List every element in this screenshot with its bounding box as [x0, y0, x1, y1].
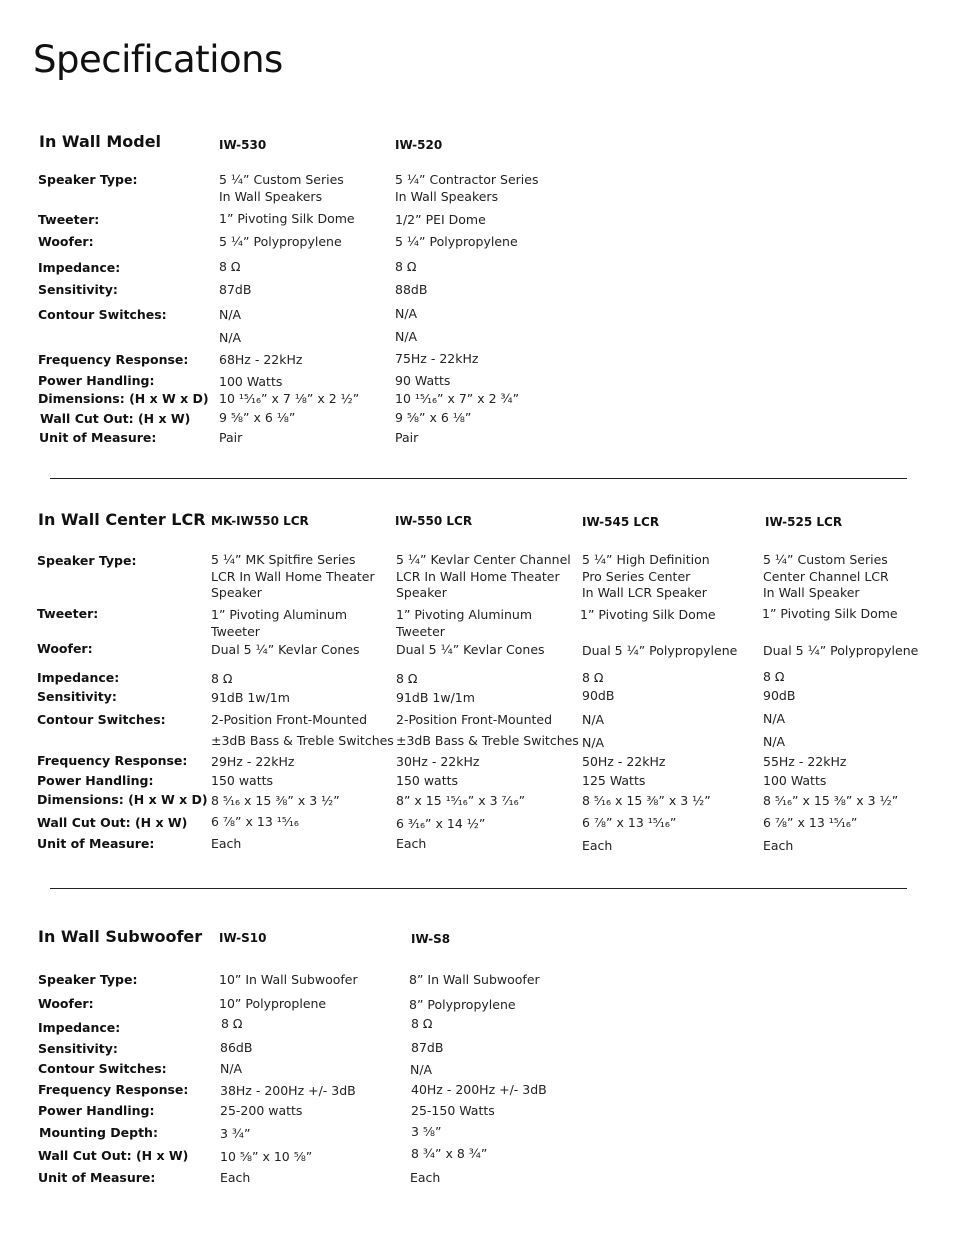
iw-525-woofer: Dual 5 ¼” Polypropylene [763, 643, 919, 658]
label-power-handling: Power Handling: [37, 773, 154, 788]
lcr-section-title: In Wall Center LCR [38, 510, 206, 529]
label-frequency-response: Frequency Response: [38, 352, 189, 367]
label-speaker-type: Speaker Type: [38, 172, 138, 187]
label-mounting-depth: Mounting Depth: [39, 1125, 158, 1140]
iw-530-contour-1: N/A [219, 307, 242, 322]
label-woofer: Woofer: [38, 234, 94, 249]
iw-525-impedance: 8 Ω [763, 669, 785, 684]
label-speaker-type: Speaker Type: [37, 553, 137, 568]
iw-s10-depth: 3 ¾” [220, 1126, 251, 1141]
iw-s8-speaker-type: 8” In Wall Subwoofer [409, 972, 540, 987]
mk-iw550-cutout: 6 ⅞” x 13 ¹⁵⁄₁₆ [211, 814, 299, 829]
label-power-handling: Power Handling: [38, 373, 155, 388]
label-wall-cut-out: Wall Cut Out: (H x W) [38, 1148, 189, 1163]
iw-530-power: 100 Watts [219, 374, 283, 389]
model-iw-s8: IW-S8 [411, 932, 451, 946]
iw-s8-power: 25-150 Watts [411, 1103, 495, 1118]
iw-525-sensitivity: 90dB [763, 688, 796, 703]
label-unit-of-measure: Unit of Measure: [37, 836, 155, 851]
mk-iw550-impedance: 8 Ω [211, 671, 233, 686]
mk-iw550-unit: Each [211, 836, 242, 851]
iw-525-unit: Each [763, 838, 794, 853]
iw-520-sensitivity: 88dB [395, 282, 428, 297]
iw-530-unit: Pair [219, 430, 243, 445]
iw-545-impedance: 8 Ω [582, 670, 604, 685]
label-impedance: Impedance: [38, 260, 121, 275]
label-sensitivity: Sensitivity: [38, 282, 118, 297]
iw-s10-sensitivity: 86dB [220, 1040, 253, 1055]
mk-iw550-frequency: 29Hz - 22kHz [211, 754, 295, 769]
iw-545-power: 125 Watts [582, 773, 646, 788]
label-unit-of-measure: Unit of Measure: [39, 430, 157, 445]
iw-530-sensitivity: 87dB [219, 282, 252, 297]
label-dimensions: Dimensions: (H x W x D) [37, 792, 208, 807]
iw-s10-contour: N/A [220, 1061, 243, 1076]
iw-545-dimensions: 8 ⁵⁄₁₆ x 15 ⅜” x 3 ½” [582, 793, 711, 808]
iw-s8-impedance: 8 Ω [411, 1016, 433, 1031]
label-tweeter: Tweeter: [37, 606, 99, 621]
subwoofer-section-title: In Wall Subwoofer [38, 927, 203, 946]
model-iw-525-lcr: IW-525 LCR [765, 515, 843, 529]
iw-550-speaker-type: 5 ¼” Kevlar Center Channel LCR In Wall Home Theater Speaker [396, 552, 571, 600]
iw-520-frequency: 75Hz - 22kHz [395, 351, 479, 366]
iw-545-unit: Each [582, 838, 613, 853]
model-iw-520: IW-520 [395, 138, 443, 152]
iw-520-cutout: 9 ⅝” x 6 ⅛” [395, 410, 472, 425]
iw-545-frequency: 50Hz - 22kHz [582, 754, 666, 769]
iw-s10-power: 25-200 watts [220, 1103, 303, 1118]
label-contour-switches: Contour Switches: [38, 307, 167, 322]
iw-545-contour-2: N/A [582, 735, 605, 750]
label-unit-of-measure: Unit of Measure: [38, 1170, 156, 1185]
iw-s10-speaker-type: 10” In Wall Subwoofer [219, 972, 358, 987]
mk-iw550-power: 150 watts [211, 773, 274, 788]
iw-s10-unit: Each [220, 1170, 251, 1185]
label-power-handling: Power Handling: [38, 1103, 155, 1118]
iw-520-woofer: 5 ¼” Polypropylene [395, 234, 518, 249]
iw-520-speaker-type: 5 ¼” Contractor Series In Wall Speakers [395, 172, 539, 204]
iw-s8-depth: 3 ⅝” [411, 1124, 442, 1139]
model-iw-s10: IW-S10 [219, 931, 267, 945]
mk-iw550-contour-1: 2-Position Front-Mounted [211, 712, 368, 727]
iw-520-tweeter: 1/2” PEI Dome [395, 212, 486, 227]
iw-525-frequency: 55Hz - 22kHz [763, 754, 847, 769]
iw-545-sensitivity: 90dB [582, 688, 615, 703]
model-mk-iw550-lcr: MK-IW550 LCR [211, 514, 309, 528]
iw-s10-impedance: 8 Ω [221, 1016, 243, 1031]
label-sensitivity: Sensitivity: [38, 1041, 118, 1056]
section-divider [50, 888, 907, 889]
in-wall-section-title: In Wall Model [39, 132, 162, 151]
iw-550-tweeter: 1” Pivoting Aluminum Tweeter [396, 607, 533, 639]
label-speaker-type: Speaker Type: [38, 972, 138, 987]
label-woofer: Woofer: [38, 996, 94, 1011]
iw-550-unit: Each [396, 836, 427, 851]
iw-530-speaker-type: 5 ¼” Custom Series In Wall Speakers [219, 172, 344, 204]
iw-s8-cutout: 8 ¾” x 8 ¾” [411, 1146, 488, 1161]
iw-525-cutout: 6 ⅞” x 13 ¹⁵⁄₁₆” [763, 815, 858, 830]
iw-545-tweeter: 1” Pivoting Silk Dome [580, 607, 716, 622]
iw-530-dimensions: 10 ¹⁵⁄₁₆” x 7 ⅛” x 2 ½” [219, 391, 360, 406]
iw-525-contour-1: N/A [763, 711, 786, 726]
iw-550-power: 150 watts [396, 773, 459, 788]
iw-550-contour-1: 2-Position Front-Mounted [396, 712, 553, 727]
iw-525-contour-2: N/A [763, 734, 786, 749]
iw-545-cutout: 6 ⅞” x 13 ¹⁵⁄₁₆” [582, 815, 677, 830]
iw-530-contour-2: N/A [219, 330, 242, 345]
label-frequency-response: Frequency Response: [37, 753, 188, 768]
mk-iw550-woofer: Dual 5 ¼” Kevlar Cones [211, 642, 360, 657]
iw-550-dimensions: 8” x 15 ¹⁵⁄₁₆” x 3 ⁷⁄₁₆” [396, 793, 526, 808]
iw-530-frequency: 68Hz - 22kHz [219, 352, 303, 367]
label-contour-switches: Contour Switches: [37, 712, 166, 727]
page-title: Specifications [33, 38, 283, 81]
mk-iw550-contour-2: ±3dB Bass & Treble Switches [211, 733, 394, 748]
iw-550-woofer: Dual 5 ¼” Kevlar Cones [396, 642, 545, 657]
iw-520-impedance: 8 Ω [395, 259, 417, 274]
iw-s8-sensitivity: 87dB [411, 1040, 444, 1055]
iw-550-contour-2: ±3dB Bass & Treble Switches [396, 733, 579, 748]
label-frequency-response: Frequency Response: [38, 1082, 189, 1097]
mk-iw550-speaker-type: 5 ¼” MK Spitfire Series LCR In Wall Home Theater Speaker [211, 552, 375, 600]
mk-iw550-tweeter: 1” Pivoting Aluminum Tweeter [211, 607, 348, 639]
iw-s8-frequency: 40Hz - 200Hz +/- 3dB [411, 1082, 547, 1097]
iw-550-frequency: 30Hz - 22kHz [396, 754, 480, 769]
label-sensitivity: Sensitivity: [37, 689, 117, 704]
iw-545-contour-1: N/A [582, 712, 605, 727]
label-wall-cut-out: Wall Cut Out: (H x W) [37, 815, 188, 830]
iw-s10-cutout: 10 ⅝” x 10 ⅝” [220, 1149, 313, 1164]
iw-530-tweeter: 1” Pivoting Silk Dome [219, 211, 355, 226]
iw-550-sensitivity: 91dB 1w/1m [396, 690, 475, 705]
iw-s8-contour: N/A [410, 1062, 433, 1077]
label-contour-switches: Contour Switches: [38, 1061, 167, 1076]
iw-530-cutout: 9 ⅝” x 6 ⅛” [219, 410, 296, 425]
iw-520-power: 90 Watts [395, 373, 451, 388]
iw-545-speaker-type: 5 ¼” High Definition Pro Series Center In Wall LCR Speaker [582, 552, 710, 600]
iw-530-woofer: 5 ¼” Polypropylene [219, 234, 342, 249]
label-impedance: Impedance: [37, 670, 120, 685]
iw-550-cutout: 6 ³⁄₁₆” x 14 ½” [396, 816, 486, 831]
iw-520-contour-1: N/A [395, 306, 418, 321]
iw-525-tweeter: 1” Pivoting Silk Dome [762, 606, 898, 621]
iw-s10-frequency: 38Hz - 200Hz +/- 3dB [220, 1083, 356, 1098]
model-iw-550-lcr: IW-550 LCR [395, 514, 473, 528]
iw-545-woofer: Dual 5 ¼” Polypropylene [582, 643, 738, 658]
iw-520-dimensions: 10 ¹⁵⁄₁₆” x 7” x 2 ¾” [395, 391, 520, 406]
iw-520-unit: Pair [395, 430, 419, 445]
label-tweeter: Tweeter: [38, 212, 100, 227]
iw-530-impedance: 8 Ω [219, 259, 241, 274]
section-divider [50, 478, 907, 479]
iw-525-speaker-type: 5 ¼” Custom Series Center Channel LCR In Wall Speaker [763, 552, 889, 600]
label-dimensions: Dimensions: (H x W x D) [38, 391, 209, 406]
label-woofer: Woofer: [37, 641, 93, 656]
iw-s8-unit: Each [410, 1170, 441, 1185]
mk-iw550-dimensions: 8 ⁵⁄₁₆ x 15 ⅜” x 3 ½” [211, 793, 340, 808]
iw-s10-woofer: 10” Polyproplene [219, 996, 327, 1011]
iw-550-impedance: 8 Ω [396, 671, 418, 686]
label-impedance: Impedance: [38, 1020, 121, 1035]
iw-525-power: 100 Watts [763, 773, 827, 788]
model-iw-530: IW-530 [219, 138, 267, 152]
model-iw-545-lcr: IW-545 LCR [582, 515, 660, 529]
mk-iw550-sensitivity: 91dB 1w/1m [211, 690, 290, 705]
iw-520-contour-2: N/A [395, 329, 418, 344]
label-wall-cut-out: Wall Cut Out: (H x W) [40, 411, 191, 426]
iw-525-dimensions: 8 ⁵⁄₁₆” x 15 ⅜” x 3 ½” [763, 793, 899, 808]
iw-s8-woofer: 8” Polypropylene [409, 997, 516, 1012]
